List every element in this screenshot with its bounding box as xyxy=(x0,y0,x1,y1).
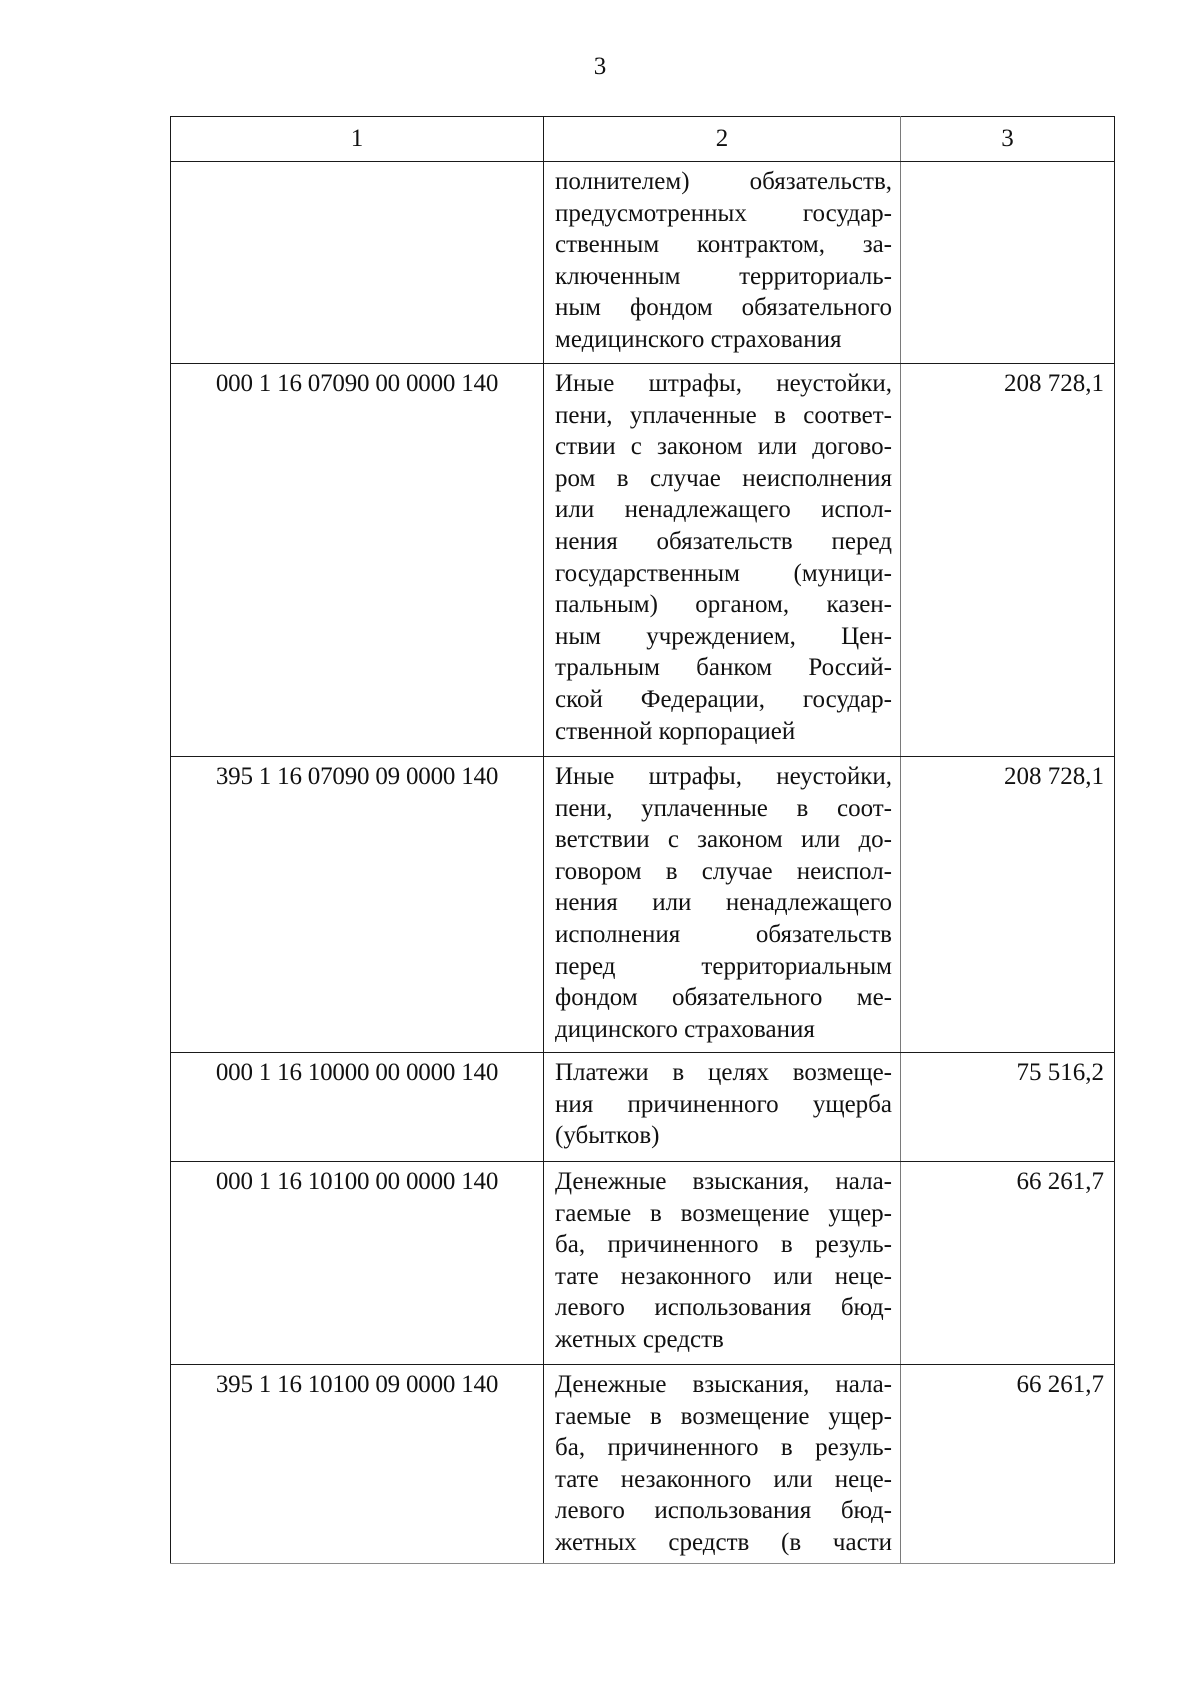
description-line: ния причиненного ущерба xyxy=(555,1090,892,1118)
table-row xyxy=(171,1365,1115,1564)
description-line: ской Федерации, государ- xyxy=(555,685,892,713)
description-line: Денежные взыскания, нала- xyxy=(555,1371,892,1398)
description-line: левого использования бюд- xyxy=(555,1497,892,1525)
budget-code-cell: 000 1 16 07090 00 0000 140 xyxy=(171,364,544,757)
column-header-3: 3 xyxy=(901,117,1115,162)
description-line: левого использования бюд- xyxy=(555,1294,892,1322)
description-cell xyxy=(544,1365,901,1564)
description-line: пальным) органом, казен- xyxy=(555,591,892,619)
description-line: ключенным территориаль- xyxy=(555,262,892,290)
table-row xyxy=(171,364,1115,757)
budget-revenue-table xyxy=(170,116,1115,1564)
description-line: Иные штрафы, неустойки, xyxy=(555,763,892,790)
table-row xyxy=(171,757,1115,1053)
description-line: ственной корпорацией xyxy=(555,717,796,745)
amount-cell: 75 516,2 xyxy=(901,1053,1115,1162)
description-line: ба, причиненного в резуль- xyxy=(555,1434,892,1462)
budget-code-cell xyxy=(171,162,544,364)
description-cell xyxy=(544,757,901,1053)
description-line: ром в случае неисполнения xyxy=(555,464,892,492)
table-header xyxy=(171,117,1115,162)
description-line: исполнения обязательств xyxy=(555,920,892,948)
description-line: или ненадлежащего испол- xyxy=(555,496,892,524)
description-line: фондом обязательного ме- xyxy=(555,984,892,1012)
description-line: гаемые в возмещение ущер- xyxy=(555,1402,892,1430)
amount-cell: 66 261,7 xyxy=(901,1365,1115,1564)
budget-code-cell: 000 1 16 10100 00 0000 140 xyxy=(171,1162,544,1365)
description-line: Платежи в целях возмеще- xyxy=(555,1059,892,1086)
amount-cell: 208 728,1 xyxy=(901,757,1115,1053)
description-line: пени, уплаченные в соответ- xyxy=(555,401,892,429)
amount-cell xyxy=(901,162,1115,364)
description-line: перед территориальным xyxy=(555,952,892,980)
description-line: ствии с законом или догово- xyxy=(555,433,892,461)
description-line: ветствии с законом или до- xyxy=(555,826,892,854)
description-cell xyxy=(544,1162,901,1365)
amount-cell: 66 261,7 xyxy=(901,1162,1115,1365)
description-line: нения обязательств перед xyxy=(555,527,892,555)
description-cell xyxy=(544,364,901,757)
budget-code-cell: 000 1 16 10000 00 0000 140 xyxy=(171,1053,544,1162)
description-line: дицинского страхования xyxy=(555,1015,815,1043)
description-line: нения или ненадлежащего xyxy=(555,889,892,917)
description-line: тральным банком Россий- xyxy=(555,654,892,682)
table-row xyxy=(171,162,1115,364)
description-line: Денежные взыскания, нала- xyxy=(555,1168,892,1195)
description-line: (убытков) xyxy=(555,1122,660,1150)
amount-cell: 208 728,1 xyxy=(901,364,1115,757)
table-row xyxy=(171,1162,1115,1365)
description-line: ным учреждением, Цен- xyxy=(555,622,892,650)
description-line: говором в случае неиспол- xyxy=(555,857,892,885)
description-line: полнителем) обязательств, xyxy=(555,168,892,195)
table-body xyxy=(171,162,1115,1564)
column-header-1: 1 xyxy=(171,117,544,162)
description-line: Иные штрафы, неустойки, xyxy=(555,370,892,397)
description-line: гаемые в возмещение ущер- xyxy=(555,1199,892,1227)
description-line: медицинского страхования xyxy=(555,325,842,353)
description-line: пени, уплаченные в соот- xyxy=(555,794,892,822)
budget-code-cell: 395 1 16 07090 09 0000 140 xyxy=(171,757,544,1053)
description-line: жетных средств xyxy=(555,1325,724,1353)
description-line: ба, причиненного в резуль- xyxy=(555,1231,892,1259)
table-row xyxy=(171,1053,1115,1162)
description-line: государственным (муници- xyxy=(555,559,892,587)
budget-code-cell: 395 1 16 10100 09 0000 140 xyxy=(171,1365,544,1564)
description-line: тате незаконного или неце- xyxy=(555,1262,892,1290)
description-line: жетных средств (в части xyxy=(555,1528,892,1556)
description-line: предусмотренных государ- xyxy=(555,199,892,227)
header-row xyxy=(171,117,1115,162)
description-line: ственным контрактом, за- xyxy=(555,231,892,259)
description-cell xyxy=(544,1053,901,1162)
page-number: 3 xyxy=(593,53,607,80)
description-line: тате незаконного или неце- xyxy=(555,1465,892,1493)
description-line: ным фондом обязательного xyxy=(555,294,892,322)
description-cell xyxy=(544,162,901,364)
column-header-2: 2 xyxy=(544,117,901,162)
